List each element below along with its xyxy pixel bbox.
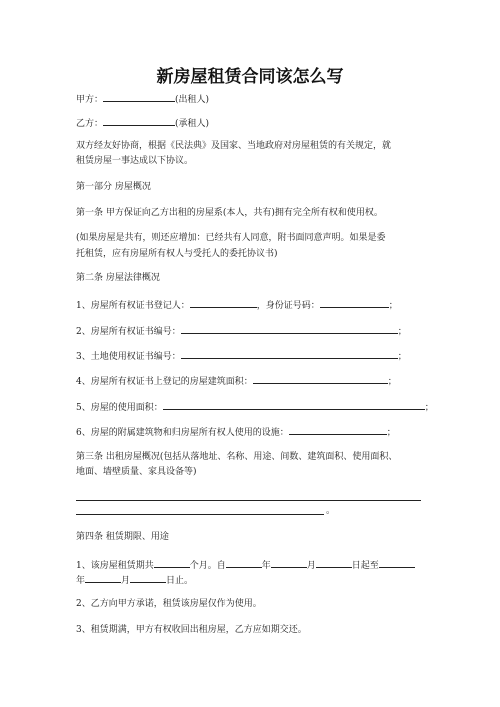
building-area-blank[interactable] bbox=[253, 374, 388, 384]
legal-item-4-end: ； bbox=[387, 377, 397, 387]
legal-item-2-end: ； bbox=[397, 327, 407, 337]
legal-item-3-end: ； bbox=[397, 352, 407, 362]
party-a-label: 甲方： bbox=[76, 95, 104, 105]
usable-area-blank[interactable] bbox=[163, 400, 425, 410]
article3-fill-line-1[interactable] bbox=[76, 500, 421, 501]
ownership-cert-blank[interactable] bbox=[181, 324, 398, 334]
legal-item-2 bbox=[76, 324, 407, 338]
lease-term-line-2 bbox=[76, 573, 193, 587]
party-b-line bbox=[76, 116, 209, 130]
legal-item-1-end: ； bbox=[388, 301, 398, 311]
start-day-unit: 日起至 bbox=[351, 561, 379, 571]
article2-heading: 第二条 房屋法律概况 bbox=[76, 273, 160, 283]
start-year-blank[interactable] bbox=[226, 558, 262, 568]
legal-item-3-label: 3、土地使用权证书编号： bbox=[76, 352, 181, 362]
id-number-label: ，身份证号码： bbox=[256, 301, 320, 311]
lease-term-item-2: 2、乙方向甲方承诺，租赁该房屋仅作为使用。 bbox=[76, 599, 262, 609]
id-number-blank[interactable] bbox=[320, 298, 389, 308]
article4-heading: 第四条 租赁期限、用途 bbox=[76, 532, 169, 542]
registrant-blank[interactable] bbox=[190, 298, 257, 308]
legal-item-5-label: 5、房屋的使用面积： bbox=[76, 403, 163, 413]
party-a-line bbox=[76, 92, 209, 106]
party-b-label: 乙方： bbox=[76, 119, 104, 129]
document-title: 新房屋租赁合同该怎么写 bbox=[156, 67, 344, 87]
legal-item-1-label: 1、房屋所有权证书登记人： bbox=[76, 301, 190, 311]
start-year-unit: 年 bbox=[261, 561, 271, 571]
intro-line-1: 双方经友好协商，根据《民法典》及国家、当地政府对房屋租赁的有关规定，就 bbox=[76, 141, 392, 151]
party-b-role: (承租人) bbox=[175, 119, 210, 129]
start-month-unit: 月 bbox=[306, 561, 316, 571]
part1-heading: 第一部分 房屋概况 bbox=[76, 182, 151, 192]
legal-item-1 bbox=[76, 298, 398, 312]
article1-note-line-1: (如果房屋是共有，则还应增加：已经共有人同意，附书面同意声明。如果是委 bbox=[76, 233, 386, 243]
article3-end: 。 bbox=[326, 506, 336, 516]
party-a-blank[interactable] bbox=[103, 92, 175, 102]
end-day-blank[interactable] bbox=[130, 573, 166, 583]
months-unit: 个月。自 bbox=[189, 561, 226, 571]
party-a-role: (出租人) bbox=[175, 95, 210, 105]
start-day-blank[interactable] bbox=[316, 558, 352, 568]
months-blank[interactable] bbox=[154, 558, 190, 568]
end-year-prefix-blank[interactable] bbox=[379, 558, 415, 568]
article3-line-1: 第三条 出租房屋概况(包括从落地址、名称、用途、间数、建筑面积、使用面积、 bbox=[76, 452, 398, 462]
end-year-unit: 年 bbox=[76, 576, 86, 586]
intro-line-2: 租赁房屋一事达成以下协议。 bbox=[76, 156, 194, 166]
legal-item-2-label: 2、房屋所有权证书编号： bbox=[76, 327, 181, 337]
end-day-unit: 日止。 bbox=[166, 576, 194, 586]
lease-term-line-1 bbox=[76, 558, 415, 572]
start-month-blank[interactable] bbox=[271, 558, 307, 568]
land-cert-blank[interactable] bbox=[181, 349, 398, 359]
party-b-blank[interactable] bbox=[103, 116, 175, 126]
legal-item-5-end: ； bbox=[424, 403, 434, 413]
legal-item-4 bbox=[76, 374, 397, 388]
legal-item-4-label: 4、房屋所有权证书上登记的房屋建筑面积： bbox=[76, 377, 253, 387]
lease-term-label: 1、该房屋租赁期共 bbox=[76, 561, 154, 571]
article1-text: 第一条 甲方保证向乙方出租的房屋系(本人，共有)拥有完全所有权和使用权。 bbox=[76, 208, 383, 218]
legal-item-3 bbox=[76, 349, 407, 363]
article1-note-line-2: 托租赁，应有房屋所有权人与受托人的委托协议书) bbox=[76, 249, 278, 259]
article3-fill-line-2[interactable] bbox=[76, 514, 324, 515]
legal-item-5 bbox=[76, 400, 434, 414]
legal-item-6-end: ； bbox=[386, 428, 396, 438]
facilities-blank[interactable] bbox=[289, 425, 387, 435]
legal-item-6-label: 6、房屋的附属建筑物和归房屋所有权人使用的设施： bbox=[76, 428, 289, 438]
end-month-blank[interactable] bbox=[85, 573, 121, 583]
lease-term-item-3: 3、租赁期满，甲方有权收回出租房屋，乙方应如期交还。 bbox=[76, 625, 307, 635]
article3-line-2: 地面、墙壁质量、家具设备等) bbox=[76, 467, 197, 477]
legal-item-6 bbox=[76, 425, 396, 439]
end-month-unit: 月 bbox=[121, 576, 131, 586]
